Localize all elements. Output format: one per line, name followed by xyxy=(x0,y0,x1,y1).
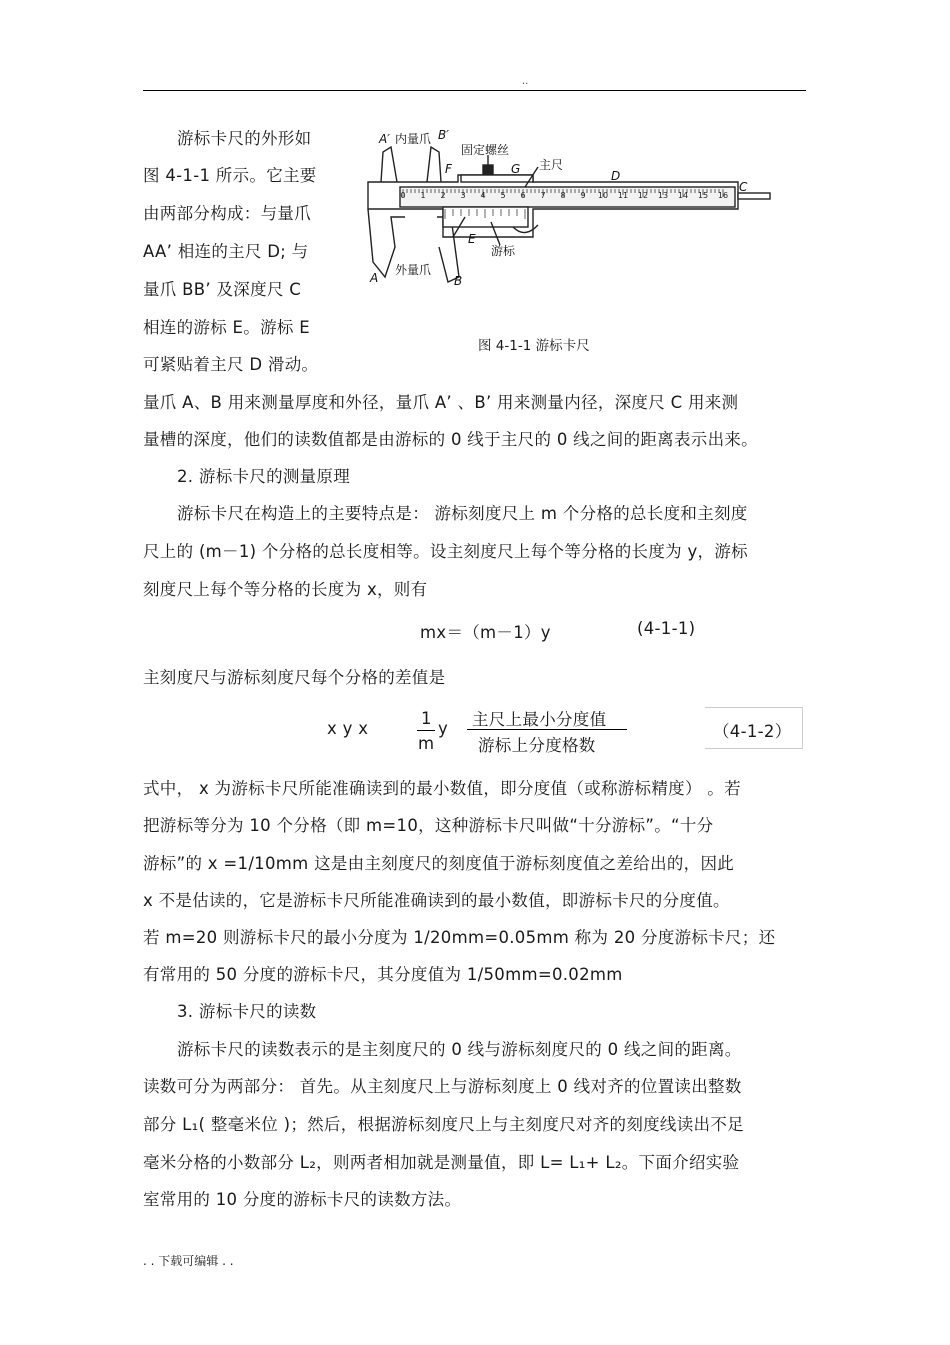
body-line: 部分 L₁( 整毫米位 )；然后，根据游标刻度尺上与主刻度尺对齐的刻度线读出不足 xyxy=(143,1115,744,1134)
caliper-diagram xyxy=(343,117,796,303)
scale-number: 7 xyxy=(540,191,546,200)
scale-number: 14 xyxy=(677,191,689,200)
label-inner-jaw: 内量爪 xyxy=(395,132,432,146)
equation-1-number: (4-1-1) xyxy=(637,619,696,638)
footer: . . 下载可编辑 . . xyxy=(143,1254,234,1268)
body-line: 游标卡尺在构造上的主要特点是： 游标刻度尺上 m 个分格的总长度和主刻度 xyxy=(177,504,748,523)
scale-number: 6 xyxy=(520,191,526,200)
intro-line: 量爪 BB’ 及深度尺 C xyxy=(143,280,302,299)
label-a-prime: A′ xyxy=(379,132,390,146)
scale-number: 2 xyxy=(440,191,446,200)
equation-2-lhs: x y x xyxy=(327,719,369,738)
label-outer-jaw: 外量爪 xyxy=(395,263,432,277)
body-line: 刻度尺上每个等分格的长度为 x，则有 xyxy=(143,580,428,599)
label-b-prime: B′ xyxy=(438,128,449,142)
scale-number: 12 xyxy=(637,191,649,200)
scale-number: 8 xyxy=(560,191,566,200)
scale-number: 10 xyxy=(597,191,609,200)
label-e: E xyxy=(468,232,476,246)
scale-number: 15 xyxy=(697,191,709,200)
scale-number: 4 xyxy=(480,191,486,200)
scale-number: 9 xyxy=(580,191,586,200)
equation-2-big-num: 主尺上最小分度值 xyxy=(472,710,607,729)
label-vernier: 游标 xyxy=(491,244,516,258)
body-line: 若 m=20 则游标卡尺的最小分度为 1/20mm=0.05mm 称为 20 分度游标卡尺；还 xyxy=(143,928,776,947)
equation-2-number: （4-1-2） xyxy=(713,722,792,741)
body-line: 毫米分格的小数部分 L₂，则两者相加就是测量值，即 L= L₁+ L₂。下面介绍实验 xyxy=(143,1153,740,1172)
body-line: 主刻度尺与游标刻度尺每个分格的差值是 xyxy=(143,668,446,687)
equation-1: mx＝（m－1）y xyxy=(420,623,551,642)
label-b: B xyxy=(454,274,463,288)
scale-number: 5 xyxy=(500,191,506,200)
intro-line: 图 4-1-1 所示。它主要 xyxy=(143,166,317,185)
scale-number: 1 xyxy=(420,191,426,200)
header-marker: .. xyxy=(522,76,529,87)
intro-line: 相连的游标 E。游标 E xyxy=(143,318,310,337)
label-c: C xyxy=(739,180,748,194)
header-rule xyxy=(143,90,806,91)
label-main-scale: 主尺 xyxy=(539,158,564,172)
body-line: 把游标等分为 10 个分格（即 m=10，这种游标卡尺叫做“十分游标”。“十分 xyxy=(143,816,714,835)
body-line: 量槽的深度，他们的读数值都是由游标的 0 线于主尺的 0 线之间的距离表示出来。 xyxy=(143,430,758,449)
label-a: A xyxy=(370,271,379,285)
scale-number: 13 xyxy=(657,191,669,200)
body-line: 游标卡尺的读数表示的是主刻度尺的 0 线与游标刻度尺的 0 线之间的距离。 xyxy=(177,1040,742,1059)
intro-line: 可紧贴着主尺 D 滑动。 xyxy=(143,355,319,374)
section-heading: 2. 游标卡尺的测量原理 xyxy=(177,467,351,486)
body-line: 读数可分为两部分： 首先。从主刻度尺上与游标刻度上 0 线对齐的位置读出整数 xyxy=(143,1077,742,1096)
intro-line: AA’ 相连的主尺 D; 与 xyxy=(143,242,309,261)
scale-number: 16 xyxy=(717,191,729,200)
equation-2-frac-den: m xyxy=(418,734,435,753)
body-line: 尺上的 (m－1) 个分格的总长度相等。设主刻度尺上每个等分格的长度为 y，游标 xyxy=(143,542,748,561)
label-g: G xyxy=(511,162,521,176)
intro-line: 由两部分构成：与量爪 xyxy=(143,204,311,223)
equation-2-frac-num: 1 xyxy=(421,709,432,728)
body-line: 量爪 A、B 用来测量厚度和外径，量爪 A’ 、B’ 用来测量内径，深度尺 C 用来测 xyxy=(143,393,739,412)
equation-2-frac-bar xyxy=(417,730,435,731)
scale-number: 11 xyxy=(617,191,629,200)
section-heading: 3. 游标卡尺的读数 xyxy=(177,1002,317,1021)
caliper-figure xyxy=(343,117,796,303)
body-line: 室常用的 10 分度的游标卡尺的读数方法。 xyxy=(143,1190,462,1209)
scale-number: 3 xyxy=(460,191,466,200)
intro-line: 游标卡尺的外形如 xyxy=(177,129,312,148)
scale-number: 0 xyxy=(400,191,406,200)
label-d: D xyxy=(611,169,621,183)
figure-caption: 图 4-1-1 游标卡尺 xyxy=(478,338,590,354)
equation-2-big-bar xyxy=(467,729,627,730)
equation-2-big-den: 游标上分度格数 xyxy=(478,736,596,755)
body-line: x 不是估读的，它是游标卡尺所能准确读到的最小数值，即游标卡尺的分度值。 xyxy=(143,891,730,910)
equation-2-y: y xyxy=(438,719,449,738)
body-line: 有常用的 50 分度的游标卡尺，其分度值为 1/50mm=0.02mm xyxy=(143,965,623,984)
label-f: F xyxy=(445,162,452,176)
label-fixing-screw: 固定螺丝 xyxy=(461,143,510,157)
body-line: 游标”的 x =1/10mm 这是由主刻度尺的刻度值于游标刻度值之差给出的，因此 xyxy=(143,854,735,873)
body-line: 式中， x 为游标卡尺所能准确读到的最小数值，即分度值（或称游标精度） 。若 xyxy=(143,779,741,798)
